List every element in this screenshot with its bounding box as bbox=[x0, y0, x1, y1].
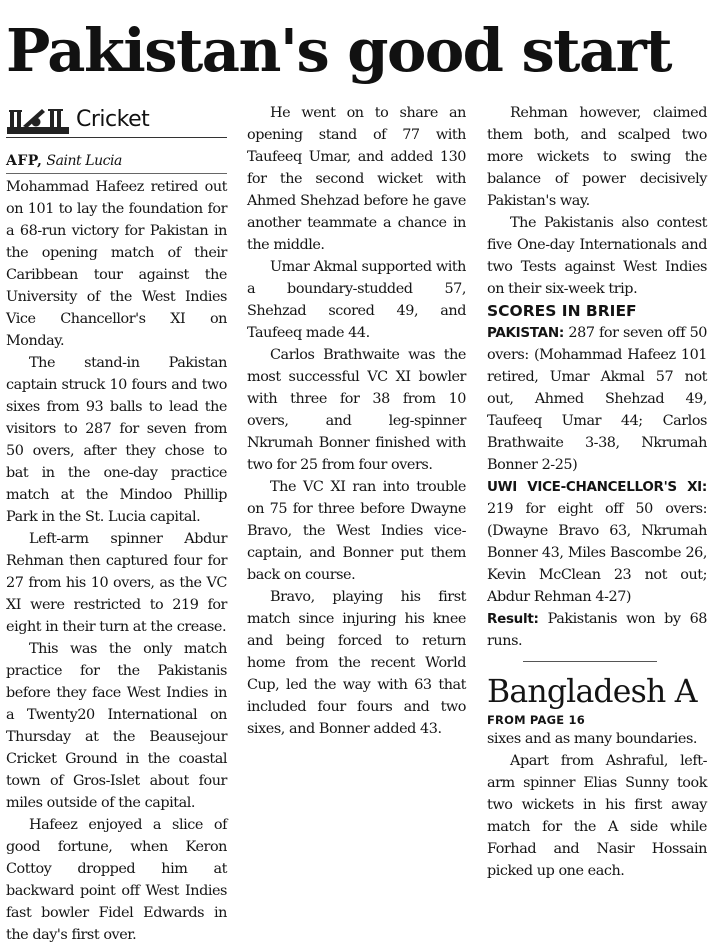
article-paragraph: Umar Akmal supported with a boundary-studded 57, Shehzad scored 49, and Taufeeq made 44. bbox=[247, 259, 466, 341]
continued-from: FROM PAGE 16 bbox=[487, 713, 585, 727]
article-paragraph: The stand-in Pakistan captain struck 10 fours and two sixes from 93 balls to lead the visitors to 287 for seven from 50 overs, after they chose to bat in the one-day practice match at the Mindoo Phillip Park in the St. Lucia capital. bbox=[6, 355, 227, 525]
article-paragraph: Rehman however, claimed them both, and scalped two more wickets to swing the balance of power decisively Pakistan's way. bbox=[487, 105, 707, 209]
section-label: Cricket bbox=[76, 106, 150, 132]
byline bbox=[6, 150, 227, 174]
article-column-2 bbox=[247, 102, 466, 740]
article-paragraph: The VC XI ran into trouble on 75 for three before Dwayne Bravo, the West Indies vice-captain, and Bonner put them back on course. bbox=[247, 479, 466, 583]
article-column-1 bbox=[6, 102, 227, 946]
score-result bbox=[487, 608, 707, 652]
byline-place: Saint Lucia bbox=[46, 153, 122, 169]
score-pakistan-team: PAKISTAN: bbox=[487, 325, 564, 341]
score-pakistan-text: 287 for seven off 50 overs: (Mohammad Hafeez 101 retired, Umar Akmal 57 not out, Ahmed Shehzad 49, Taufeeq Umar 44; Carlos Brathwaite 3-38, Nkrumah Bonner 2-25) bbox=[487, 325, 707, 473]
article-paragraph: sixes and as many boundaries. bbox=[487, 731, 698, 747]
article-paragraph: Mohammad Hafeez retired out on 101 to lay the foundation for a 68-run victory for Pakistan in the opening match of their Caribbean tour against the University of the West Indies Vice Chancellor's XI on Monday. bbox=[6, 179, 227, 349]
article-paragraph: Left-arm spinner Abdur Rehman then captured four for 27 from his 10 overs, as the VC XI were restricted to 219 for eight in their turn at the crease. bbox=[6, 531, 227, 635]
bangladesh-headline: Bangladesh A bbox=[487, 674, 697, 710]
score-result-label: Result: bbox=[487, 611, 539, 627]
score-result-text: Pakistanis won by 68 runs. bbox=[487, 611, 707, 649]
article-paragraph: The Pakistanis also contest five One-day Internationals and two Tests against West Indies on their six-week trip. bbox=[487, 215, 707, 297]
article-paragraph: He went on to share an opening stand of 77 with Taufeeq Umar, and added 130 for the second wicket with Ahmed Shehzad before he gave another teammate a chance in the middle. bbox=[247, 105, 466, 253]
byline-agency: AFP, bbox=[6, 153, 43, 169]
headline: Pakistan's good start bbox=[6, 16, 672, 85]
score-uwi-text: 219 for eight off 50 overs: (Dwayne Bravo 63, Nkrumah Bonner 43, Miles Bascombe 26, Kevin McClean 23 not out; Abdur Rehman 4-27) bbox=[487, 501, 707, 605]
score-uwi-team: UWI VICE-CHANCELLOR'S XI: bbox=[487, 479, 707, 495]
article-paragraph: This was the only match practice for the Pakistanis before they face West Indies in a Twenty20 International on Thursday at the Beausejour Cricket Ground in the coastal town of Gros-Islet about four miles outside of the capital. bbox=[6, 641, 227, 811]
divider bbox=[523, 661, 657, 662]
article-paragraph: Hafeez enjoyed a slice of good fortune, when Keron Cottoy dropped him at backward point off West Indies fast bowler Fidel Edwards in the day's first over. bbox=[6, 817, 227, 943]
cricket-icon bbox=[6, 105, 70, 135]
section-kicker bbox=[6, 102, 227, 138]
article-column-3 bbox=[487, 102, 707, 882]
article-paragraph: Bravo, playing his first match since injuring his knee and being forced to return home from the recent World Cup, led the way with 63 that included four fours and two sixes, and Bonner added 43. bbox=[247, 589, 466, 737]
article-paragraph: Carlos Brathwaite was the most successful VC XI bowler with three for 38 from 10 overs, and leg-spinner Nkrumah Bonner finished with two for 25 from four overs. bbox=[247, 347, 466, 473]
score-pakistan bbox=[487, 322, 707, 476]
scores-heading: SCORES IN BRIEF bbox=[487, 302, 637, 320]
score-uwi bbox=[487, 476, 707, 608]
article-paragraph: Apart from Ashraful, left-arm spinner Elias Sunny took two wickets in his first away match for the A side while Forhad and Nasir Hossain picked up one each. bbox=[487, 753, 707, 879]
